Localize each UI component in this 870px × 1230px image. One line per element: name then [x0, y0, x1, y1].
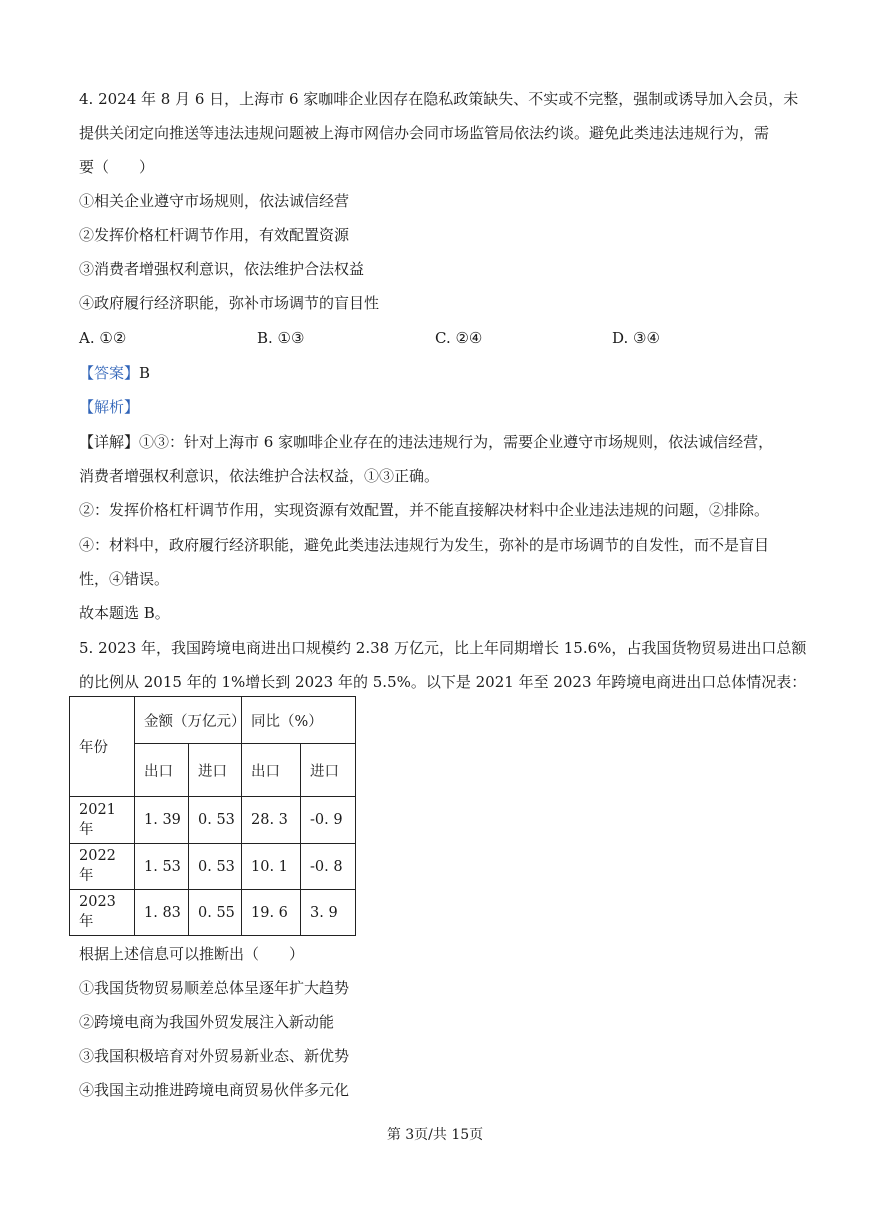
- q4-answer: [79, 362, 150, 384]
- q4-item-3: ③消费者增强权利意识，依法维护合法权益: [79, 260, 365, 278]
- table-cell: 0. 55: [189, 890, 242, 936]
- table-cell: -0. 9: [301, 797, 356, 844]
- table-cell: 0. 53: [189, 797, 242, 844]
- table-cell: 10. 1: [242, 844, 301, 890]
- detail-tag: 【详解】: [79, 433, 140, 451]
- q5-stem-line-1: 5. 2023 年，我国跨境电商进出口规模约 2.38 万亿元，比上年同期增长 15.6%，占我国货物贸易进出口总额: [79, 639, 807, 657]
- q4-option-b: B. ①③: [257, 329, 305, 347]
- q4-stem-line-2: 提供关闭定向推送等违法违规问题被上海市网信办会同市场监管局依法约谈。避免此类违法违规行为，需: [79, 124, 770, 142]
- q4-explanation-line-4: ④：材料中，政府履行经济职能，避免此类违法违规行为发生，弥补的是市场调节的自发性，而不是盲目: [79, 536, 770, 554]
- q4-option-d: D. ③④: [612, 329, 660, 347]
- q4-option-a: A. ①②: [79, 329, 127, 347]
- explanation-text: ①③：针对上海市 6 家咖啡企业存在的违法违规行为，需要企业遵守市场规则，依法诚信经营，: [139, 433, 774, 451]
- cross-border-ecommerce-table: [69, 696, 356, 936]
- table-cell: -0. 8: [301, 844, 356, 890]
- table-cell-year: 2022 年: [70, 844, 135, 890]
- answer-value: B: [139, 364, 151, 382]
- table-cell: 3. 9: [301, 890, 356, 936]
- table-subheader-yoy-import: 进口: [301, 744, 356, 797]
- q4-option-c: C. ②④: [435, 329, 483, 347]
- q5-item-2: ②跨境电商为我国外贸发展注入新动能: [79, 1013, 335, 1031]
- table-cell-year: 2021 年: [70, 797, 135, 844]
- q5-item-3: ③我国积极培育对外贸易新业态、新优势: [79, 1047, 350, 1065]
- table-cell: 1. 39: [135, 797, 189, 844]
- q5-item-1: ①我国货物贸易顺差总体呈逐年扩大趋势: [79, 979, 350, 997]
- table-cell: 19. 6: [242, 890, 301, 936]
- table-cell: 1. 53: [135, 844, 189, 890]
- page-footer: 第 3页/共 15页: [386, 1127, 484, 1143]
- table-row: [70, 797, 356, 844]
- answer-tag: 【答案】: [79, 364, 140, 382]
- table-subheader-yoy-export: 出口: [242, 744, 301, 797]
- table-cell-year: 2023 年: [70, 890, 135, 936]
- q4-item-1: ①相关企业遵守市场规则，依法诚信经营: [79, 192, 350, 210]
- q4-stem-line-1: 4. 2024 年 8 月 6 日，上海市 6 家咖啡企业因存在隐私政策缺失、不实或不完整，强制或诱导加入会员，未: [79, 90, 799, 108]
- q5-stem-line-2: 的比例从 2015 年的 1%增长到 2023 年的 5.5%。以下是 2021 年至 2023 年跨境电商进出口总体情况表：: [79, 673, 807, 691]
- analysis-tag: 【解析】: [79, 398, 140, 416]
- table-cell: 28. 3: [242, 797, 301, 844]
- table-header-amount: 金额（万亿元）: [135, 697, 242, 744]
- q4-item-2: ②发挥价格杠杆调节作用，有效配置资源: [79, 226, 350, 244]
- table-header-yoy: 同比（%）: [242, 697, 356, 744]
- table-row: [70, 844, 356, 890]
- table-subheader-amount-import: 进口: [189, 744, 242, 797]
- q4-conclusion: 故本题选 B。: [79, 604, 170, 622]
- q4-explanation-line-3: ②：发挥价格杠杆调节作用，实现资源有效配置，并不能直接解决材料中企业违法违规的问题，②排除。: [79, 501, 770, 519]
- q5-prompt: 根据上述信息可以推断出（ ）: [79, 945, 305, 963]
- table-subheader-amount-export: 出口: [135, 744, 189, 797]
- q4-explanation-line-1: [79, 431, 773, 453]
- table-cell: 0. 53: [189, 844, 242, 890]
- table-header-year: 年份: [70, 697, 135, 797]
- q4-item-4: ④政府履行经济职能，弥补市场调节的盲目性: [79, 294, 380, 312]
- q4-explanation-line-2: 消费者增强权利意识，依法维护合法权益，①③正确。: [79, 467, 440, 485]
- q4-stem-line-3: 要（ ）: [79, 158, 155, 176]
- q5-item-4: ④我国主动推进跨境电商贸易伙伴多元化: [79, 1081, 350, 1099]
- table-cell: 1. 83: [135, 890, 189, 936]
- q4-explanation-line-5: 性，④错误。: [79, 570, 170, 588]
- table-row: [70, 890, 356, 936]
